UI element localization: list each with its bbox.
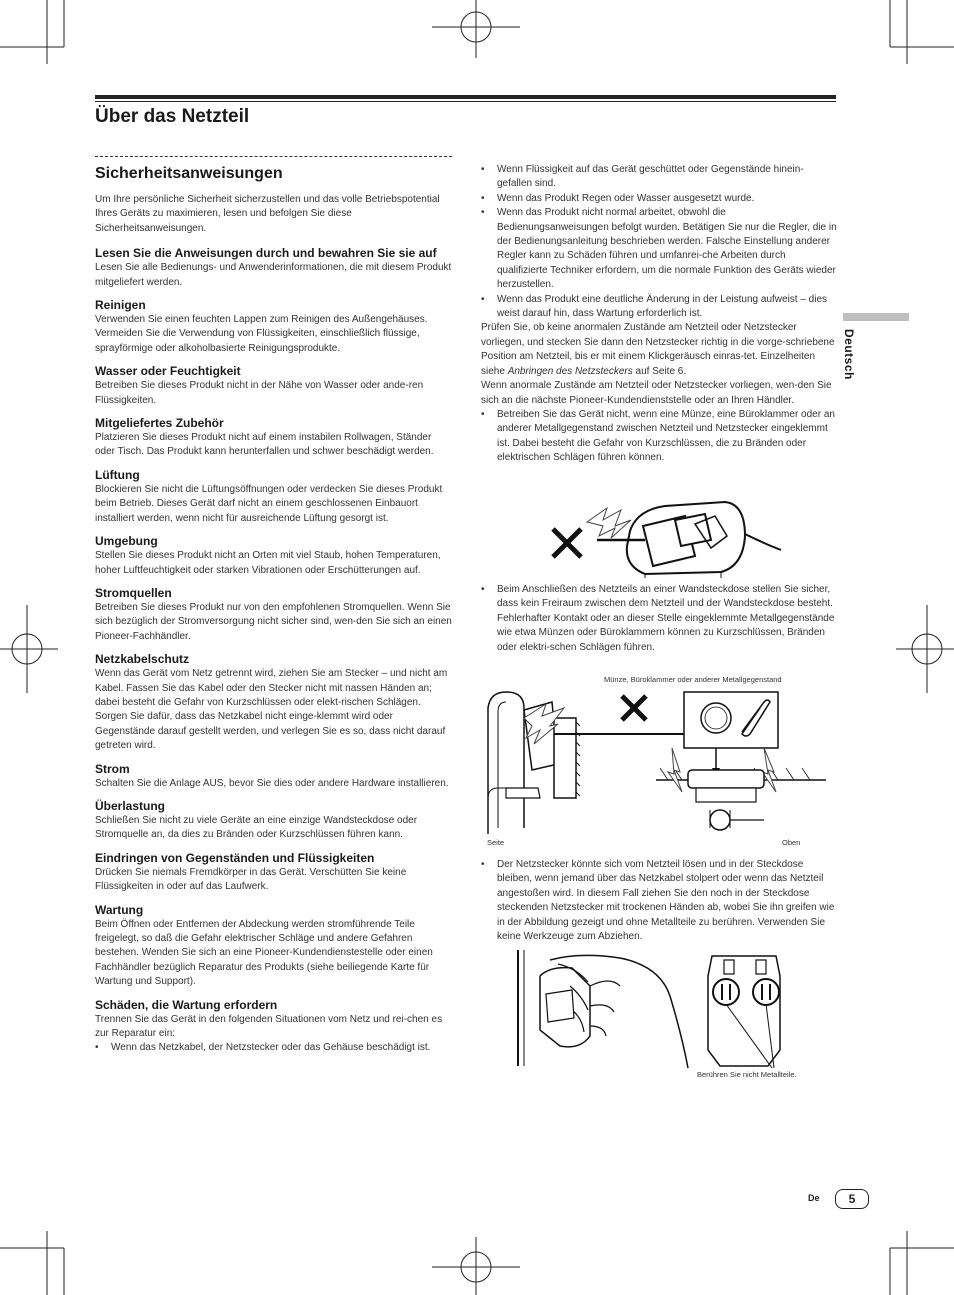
instruction-item: [95, 799, 453, 843]
instruction-text: Trennen Sie das Gerät in den folgenden Situationen vom Netz und rei-chen es zur Reparatur ein:: [95, 1013, 443, 1040]
instruction-heading: Netzkabelschutz: [95, 652, 190, 667]
instruction-text: Schalten Sie die Anlage AUS, bevor Sie dies oder andere Hardware installieren.: [95, 777, 449, 789]
instruction-heading: Mitgeliefertes Zubehör: [95, 416, 224, 431]
right-column-middle: [481, 583, 837, 655]
bullet-item: • Wenn das Netzkabel, der Netzstecker oder das Gehäuse beschädigt ist.: [95, 1041, 453, 1055]
bullet-item: • Wenn Flüssigkeit auf das Gerät geschüttet oder Gegenstände hinein-gefallen sind.: [481, 163, 837, 192]
instruction-heading: Strom: [95, 761, 130, 776]
x-mark-icon: [622, 696, 646, 720]
instruction-text: Verwenden Sie einen feuchten Lappen zum Reinigen des Außengehäuses. Vermeiden Sie die Verwendung von Flüssigkeiten, einschließlich flüssige, sprayförmige oder alkoholbasierte Reinigungsprodukte.: [95, 314, 428, 354]
footer-language: De: [808, 1193, 820, 1203]
registration-mark-icon: [0, 605, 58, 693]
figure-wall-outlet: [484, 688, 830, 838]
page-number: 5: [835, 1189, 869, 1209]
registration-mark-icon: [432, 1237, 520, 1295]
bullet-item: • Wenn das Produkt Regen oder Wasser ausgesetzt wurde.: [481, 192, 837, 206]
instruction-heading: Umgebung: [95, 534, 158, 549]
left-column: [95, 193, 453, 1064]
bullet-list: [481, 858, 837, 944]
bullet-item: • Der Netzstecker könnte sich vom Netzteil lösen und in der Steckdose bleiben, wenn jemand über das Netzkabel stolpert oder wenn das Netzteil angestoßen wird. In diesem Fall ziehen Sie den noch in der Steckdose steckenden Netzstecker mit trockenen Händen ab, wobei Sie ihn greifen wie in der Abbildung gezeigt und ohne Metallteile zu berühren. Verwenden Sie keine Werkzeuge zum Abziehen.: [481, 858, 837, 944]
instruction-item: [95, 586, 453, 644]
instruction-heading: Eindringen von Gegenständen und Flüssigkeiten: [95, 850, 375, 865]
figure-caption: Berühren Sie nicht Metallteile.: [697, 1070, 797, 1079]
instruction-item: [95, 851, 453, 895]
x-mark-icon: [553, 529, 581, 557]
instruction-heading: Wartung: [95, 902, 144, 917]
instruction-list: [95, 246, 453, 989]
bullet-list: [481, 408, 837, 466]
section-title: Sicherheitsanweisungen: [95, 165, 283, 182]
instruction-text: Drücken Sie niemals Fremdkörper in das Gerät. Verschütten Sie keine Flüssigkeiten in oder auf das Laufwerk.: [95, 866, 407, 893]
figure-unplug-hand: [510, 946, 800, 1072]
instruction-item: [95, 903, 453, 990]
instruction-text: Stellen Sie dieses Produkt nicht an Orten mit viel Staub, hohen Temperaturen, hoher Luftfeuchtigkeit oder starken Vibrationen oder Erschütterungen auf.: [95, 550, 441, 576]
figure-label-side: Seite: [487, 838, 505, 847]
instruction-item: [95, 416, 453, 460]
bullet-item: • Beim Anschließen des Netzteils an einer Wandsteckdose stellen Sie sicher, dass kein Freiraum zwischen dem Netzteil und der Wandsteckdose besteht. Fehlerhafter Kontakt oder an dieser Stelle eingeklemmte Metallgegenstände wie etwa Münzen oder Büroklammern können zu Kurzschlüssen, Bränden oder elektri-schen Schlägen führen.: [481, 583, 837, 655]
instruction-text: Blockieren Sie nicht die Lüftungsöffnungen oder verdecken Sie dieses Produkt beim Betrieb. Dieses Gerät darf nicht an einem geschlossenen Einbauort installiert werden, wenn nicht für ausreichende Lüftung gesorgt ist.: [95, 483, 443, 524]
instruction-item: [95, 534, 453, 578]
bullet-item: • Betreiben Sie das Gerät nicht, wenn eine Münze, eine Büroklammer oder an anderer Metallgegenstand zwischen Netzteil und Netzstecker eingeklemmt ist. Dabei besteht die Gefahr von Kurzschlüssen, die zu Bränden oder elektrischen Schlägen führen können.: [481, 408, 837, 466]
instruction-item: [95, 762, 453, 791]
instruction-text: Betreiben Sie dieses Produkt nicht in der Nähe von Wasser oder ande-ren Flüssigkeiten.: [95, 380, 424, 406]
instruction-heading: Reinigen: [95, 298, 146, 313]
instruction-heading: Lüftung: [95, 467, 140, 482]
language-tab-label: Deutsch: [842, 329, 856, 380]
figure-metal-object: [545, 496, 785, 578]
instruction-item: [95, 298, 453, 356]
instruction-text: Betreiben Sie dieses Produkt nur von den empfohlenen Stromquellen. Wenn Sie sich bezüglich der Stromversorgung nicht sicher sind, wen-den Sie sich an einen Pioneer-Fachhändler.: [95, 601, 452, 642]
cross-reference: Anbringen des Netzsteckers: [507, 365, 633, 377]
instruction-heading: Wasser oder Feuchtigkeit: [95, 364, 241, 379]
instruction-heading: Lesen Sie die Anweisungen durch und bewahren Sie sie auf: [95, 246, 437, 261]
intro-text: Um Ihre persönliche Sicherheit sicherzustellen und das volle Betriebspotential Ihres Geräts zu maximieren, lesen und befolgen Sie diese Sicherheitsanweisungen.: [95, 194, 440, 234]
instruction-heading: Stromquellen: [95, 585, 172, 600]
page-title: Über das Netzteil: [95, 106, 250, 127]
instruction-heading: Überlastung: [95, 798, 166, 813]
registration-mark-icon: [432, 0, 520, 58]
instruction-item: [95, 652, 453, 753]
bullet-list: [481, 163, 837, 321]
figure-caption: Münze, Büroklammer oder anderer Metallgegenstand: [604, 675, 782, 684]
paragraph-check-adapter: Prüfen Sie, ob keine anormalen Zustände am Netzteil oder Netzstecker vorliegen, und stecken Sie dann den Netzstecker richtig in die vorge-schriebene Position am Netzteil, bis er mit einem Klickgeräusch einras-tet. Einzelheiten siehe Anbringen des Netzsteckers auf Seite 6.: [481, 322, 835, 377]
right-column-bottom: [481, 858, 837, 944]
language-tab-bar: [843, 313, 909, 321]
instruction-item: [95, 468, 453, 526]
instruction-heading: Schäden, die Wartung erfordern: [95, 997, 278, 1012]
instruction-text: Schließen Sie nicht zu viele Geräte an eine einzige Wandsteckdose oder Stromquelle an, da dies zu Bränden oder Kurzschlüssen führen kann.: [95, 814, 418, 841]
paragraph-abnormal: Wenn anormale Zustände am Netzteil oder Netzstecker vorliegen, wen-den Sie sich an die nächste Pioneer-Kundendienststelle oder an Ihren Händler.: [481, 380, 832, 406]
instruction-text: Platzieren Sie dieses Produkt nicht auf einem instabilen Rollwagen, Ständer oder Tisch. Das Produkt kann herunterfallen und schwer beschädigt werden.: [95, 432, 434, 458]
bullet-list: [95, 1041, 453, 1055]
registration-mark-icon: [896, 605, 954, 693]
instruction-text: Beim Öffnen oder Entfernen der Abdeckung werden stromführende Teile freigelegt, so daß die Gefahr elektrischer Schläge und andere Gefahren bestehen. Wenden Sie sich an eine Pioneer-Kundendienstestelle oder einen Fachhändler bezüglich Reparatur des Produkts (siehe beiliegende Karte für Wartung und Support).: [95, 918, 433, 988]
instruction-text: Lesen Sie alle Bedienungs- und Anwenderinformationen, die mit diesem Produkt mitgeliefert werden.: [95, 262, 452, 288]
title-rule: [95, 95, 836, 99]
instruction-item: [95, 246, 453, 290]
instruction-text: Wenn das Gerät vom Netz getrennt wird, ziehen Sie am Stecker – und nicht am Kabel. Fassen Sie das Kabel oder den Stecker nicht mit nassen Händen an; dabei besteht die Gefahr von Kurzschlüssen oder elekt-rischen Schlägen. Sorgen Sie dafür, dass das Netzkabel nicht einge-klemmt wird oder Gegenstände darauf gestellt werden, und verlegen Sie es so, dass nicht darauf getreten wird.: [95, 668, 448, 752]
bullet-list: [481, 583, 837, 655]
instruction-item: [95, 364, 453, 408]
bullet-item: • Wenn das Produkt nicht normal arbeitet, obwohl die Bedienungsanweisungen befolgt wurden. Betätigen Sie nur die Regler, die in der Bedienungsanleitung beschrieben werden. Falsche Einstellung anderer Regler kann zu Schäden führen und umfanrei-che Arbeiten durch qualifizierte Techniker erfordern, um die normale Funktion des Geräts wieder herzustellen.: [481, 206, 837, 292]
section-divider: [95, 156, 452, 157]
bullet-item: • Wenn das Produkt eine deutliche Änderung in der Leistung aufweist – dies weist darauf hin, dass Wartung erforderlich ist.: [481, 293, 837, 322]
electric-spark-icon: [587, 508, 631, 538]
title-rule-thin: [95, 101, 836, 102]
right-column-top: [481, 163, 837, 466]
figure-label-top: Oben: [782, 838, 801, 847]
instruction-item: [95, 998, 453, 1056]
